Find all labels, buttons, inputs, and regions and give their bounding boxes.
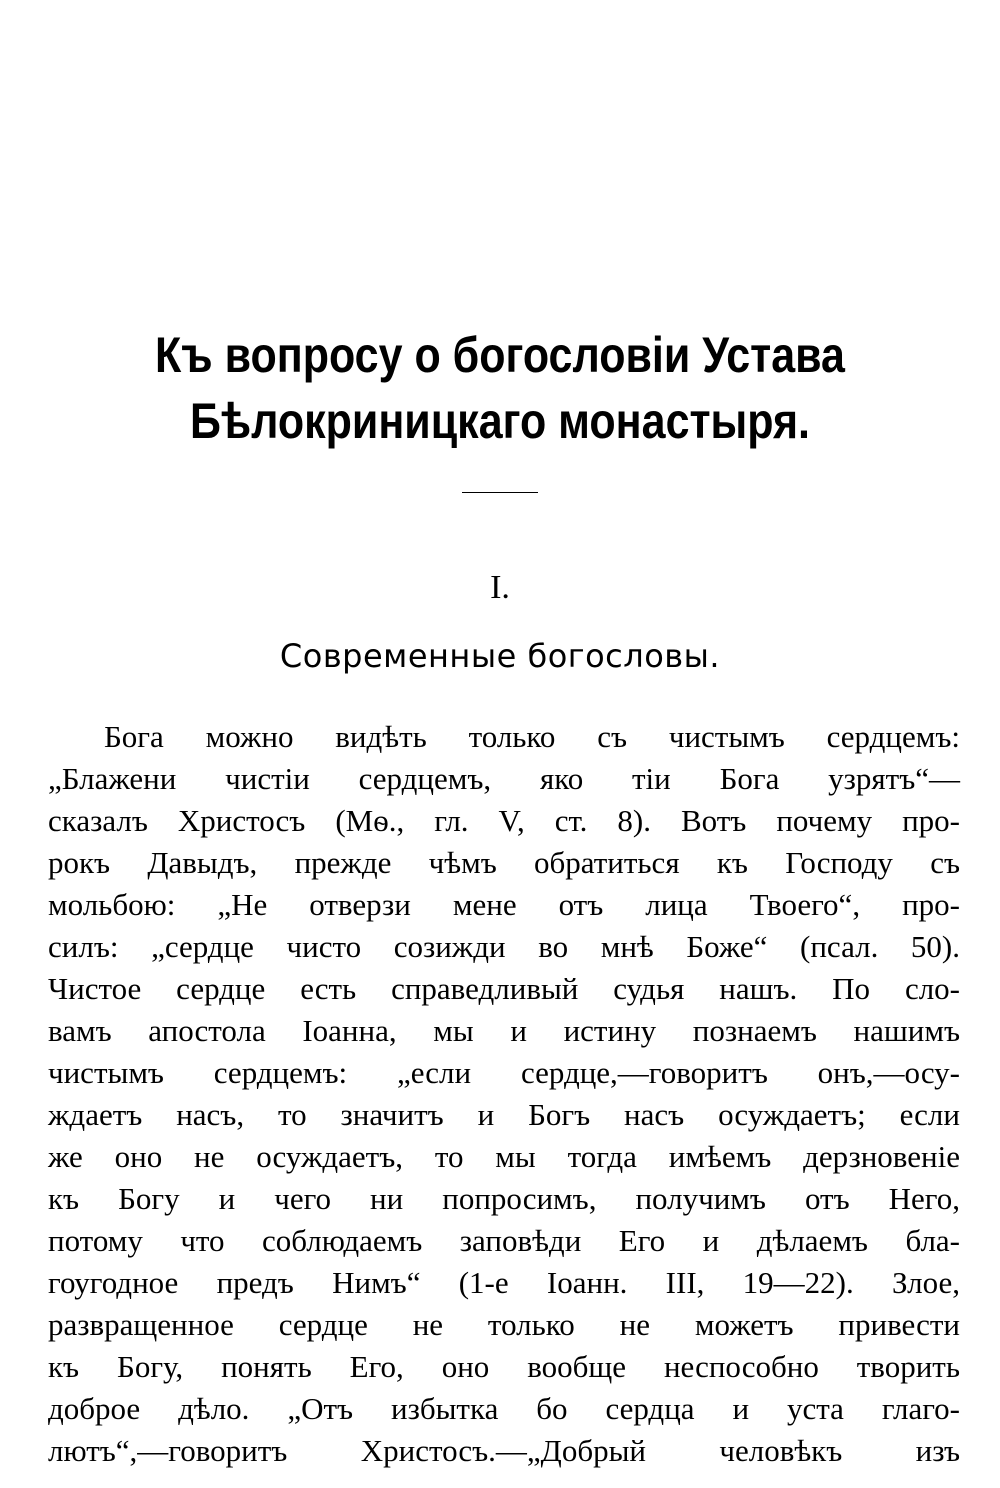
body-paragraph bbox=[48, 716, 960, 1472]
body-line: Бога можно видѣть только съ чистымъ сердцемъ: bbox=[104, 719, 960, 754]
body-line: гоугодное предъ Нимъ“ (1-е Іоанн. III, 19—22). Злое, bbox=[48, 1265, 960, 1300]
body-line: же оно не осуждаетъ, то мы тогда имѣемъ дерзновеніе bbox=[48, 1139, 960, 1174]
body-line: доброе дѣло. „Отъ избытка бо сердца и уста глаго- bbox=[48, 1391, 960, 1426]
body-line: сказалъ Христосъ (Мѳ., гл. V, ст. 8). Вотъ почему про- bbox=[48, 803, 960, 838]
body-line: развращенное сердце не только не можетъ привести bbox=[48, 1307, 960, 1342]
body-line: потому что соблюдаемъ заповѣди Его и дѣлаемъ бла- bbox=[48, 1223, 960, 1258]
body-line: къ Богу и чего ни попросимъ, получимъ отъ Него, bbox=[48, 1181, 960, 1216]
title-divider bbox=[462, 492, 538, 493]
body-line: Чистое сердце есть справедливый судья нашъ. По сло- bbox=[48, 971, 960, 1006]
title-line-1: Къ вопросу о богословіи Устава bbox=[155, 327, 845, 383]
section-title: Современные богословы. bbox=[279, 637, 721, 675]
title-line-2: Бѣлокриницкаго монастыря. bbox=[189, 393, 811, 449]
body-line: чистымъ сердцемъ: „если сердце,—говоритъ онъ,—осу- bbox=[48, 1055, 960, 1090]
body-line: „Блажени чистіи сердцемъ, яко тіи Бога узрятъ“— bbox=[48, 761, 960, 796]
document-title bbox=[122, 322, 879, 454]
section-number: I. bbox=[490, 569, 510, 606]
body-line: силъ: „сердце чисто созижди во мнѣ Боже“ (псал. 50). bbox=[48, 929, 960, 964]
body-line: ждаетъ насъ, то значитъ и Богъ насъ осуждаетъ; если bbox=[48, 1097, 960, 1132]
body-line: рокъ Давыдъ, прежде чѣмъ обратиться къ Господу съ bbox=[48, 845, 960, 880]
body-line: къ Богу, понять Его, оно вообще неспособно творить bbox=[48, 1349, 960, 1384]
body-line: мольбою: „Не отверзи мене отъ лица Твоего“, про- bbox=[48, 887, 960, 922]
body-line: вамъ апостола Іоанна, мы и истину познаемъ нашимъ bbox=[48, 1013, 960, 1048]
body-line: лютъ“,—говоритъ Христосъ.—„Добрый человѣкъ изъ bbox=[48, 1433, 960, 1468]
